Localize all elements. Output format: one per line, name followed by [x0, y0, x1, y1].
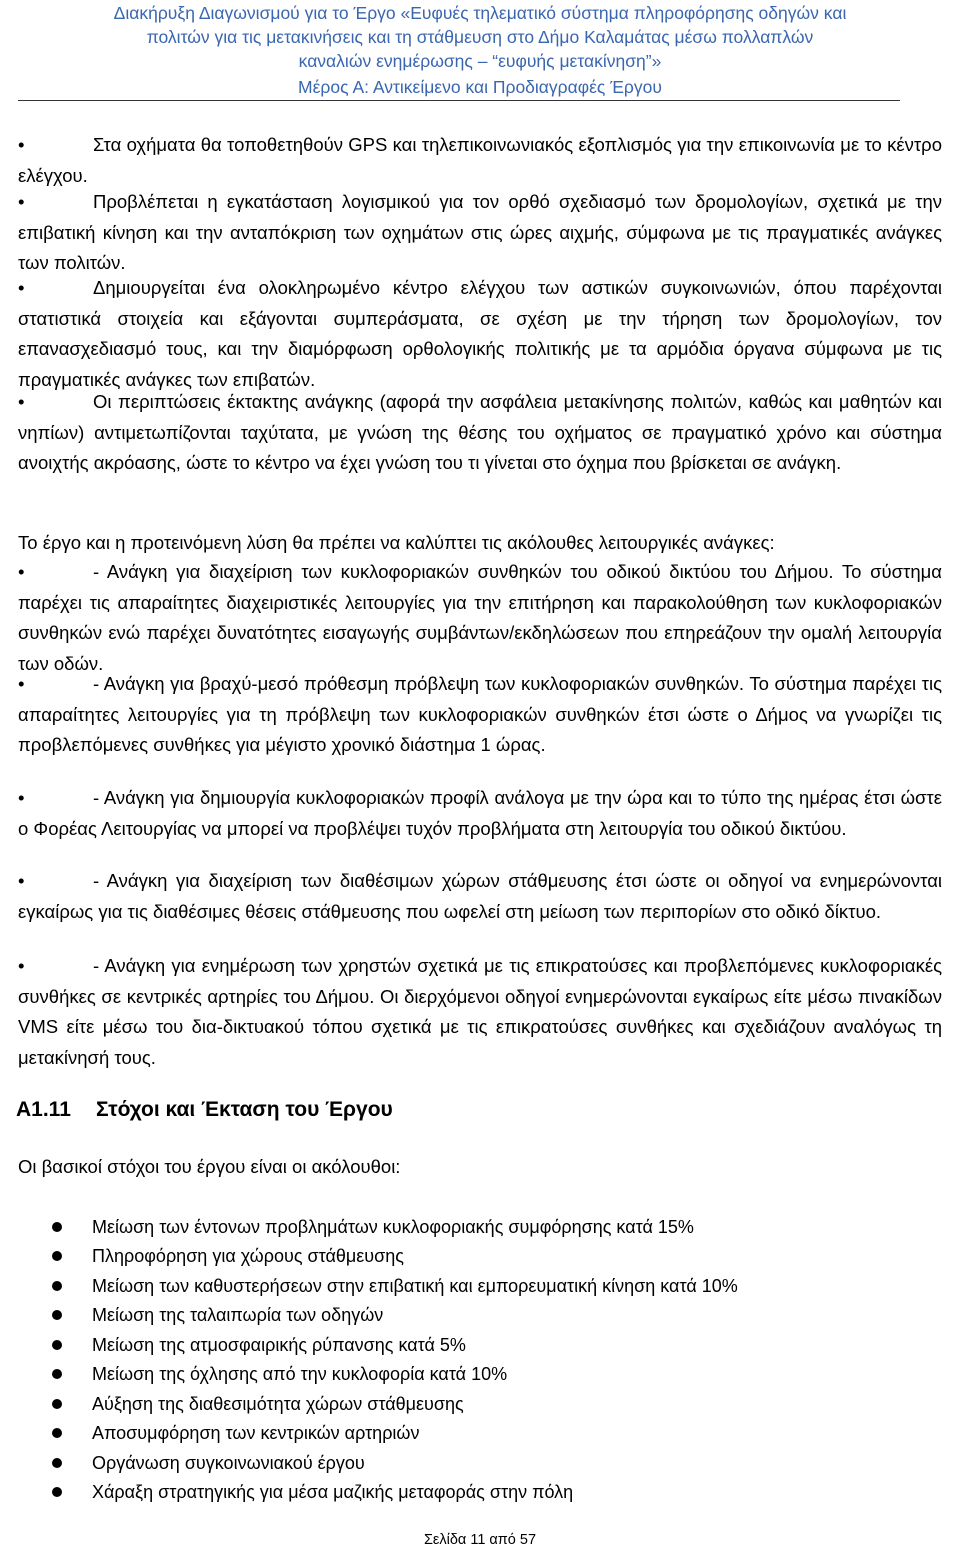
bullet-dot [52, 1369, 62, 1379]
page-number: Σελίδα 11 από 57 [423, 1532, 537, 1548]
bullet-mark: • [18, 673, 25, 694]
bullet-dot [52, 1487, 62, 1497]
bullet-dot [52, 1251, 62, 1261]
header-subtitle: Μέρος Α: Αντικείμενο και Προδιαγραφές Έργου [298, 77, 662, 97]
goal-text: Πληροφόρηση για χώρους στάθμευσης [92, 1246, 404, 1266]
bullet-dot [52, 1222, 62, 1232]
bullet-text: - Ανάγκη για διαχείριση των κυκλοφοριακών συνθηκών του οδικού δικτύου του Δήμου. Το σύστημα παρέχει τις απαραίτητες διαχειριστικές λειτουργίες για την επιτήρηση και παρακολούθηση των κυκλοφοριακών συνθηκών ενώ παρέχει δυνατότητες εισαγωγής συμβάντων/εκδηλώσεων που επηρεάζουν την ομαλή λειτουργία των οδών. [18, 561, 942, 675]
goal-text: Μείωση των καθυστερήσεων στην επιβατική και εμπορευματική κίνηση κατά 10% [92, 1276, 738, 1296]
goal-text: Αύξηση της διαθεσιμότητα χώρων στάθμευσης [92, 1394, 464, 1414]
header-divider [18, 100, 900, 101]
bullet-text: - Ανάγκη για δημιουργία κυκλοφοριακών προφίλ ανάλογα με την ώρα και το τύπο της ημέρας έτσι ώστε ο Φορέας Λειτουργίας να μπορεί να προβλέψει τυχόν προβλήματα στη λειτουργία του οδικού δικτύου. [18, 787, 942, 839]
need-paragraph [18, 866, 942, 927]
bullet-dot [52, 1458, 62, 1468]
goal-text: Μείωση της ταλαιπωρία των οδηγών [92, 1305, 384, 1325]
goal-text: Αποσυμφόρηση των κεντρικών αρτηριών [92, 1423, 420, 1443]
bullet-paragraph [18, 187, 942, 279]
need-paragraph [18, 951, 942, 1074]
bullet-text: - Ανάγκη για ενημέρωση των χρηστών σχετικά με τις επικρατούσες και προβλεπόμενες κυκλοφοριακές συνθήκες σε κεντρικές αρτηρίες του Δήμου. Οι διερχόμενοι οδηγοί ενημερώνονται εγκαίρως είτε μέσω πινακίδων VMS είτε μέσω του δια-δικτυακού τόπου σχετικά με τις επικρατούσες συνθήκες και σχεδιάζουν αναλόγως τη μετακίνησή τους. [18, 955, 942, 1069]
bullet-text: Οι περιπτώσεις έκτακτης ανάγκης (αφορά την ασφάλεια μετακίνησης πολιτών, καθώς και μαθητών και νηπίων) αντιμετωπίζονται ταχύτατα, με γνώση της θέσης του οχήματος σε πραγματικό χρόνο και σύστημα ανοιχτής ακρόασης, ώστε το κέντρο να έχει γνώση του τι γίνεται στο όχημα που βρίσκεται σε ανάγκη. [18, 391, 942, 474]
goal-text: Οργάνωση συγκοινωνιακού έργου [92, 1453, 365, 1473]
bullet-mark: • [18, 870, 25, 891]
bullet-paragraph [18, 387, 942, 479]
bullet-mark: • [18, 277, 25, 298]
section-heading [16, 1095, 393, 1125]
bullet-dot [52, 1399, 62, 1409]
bullet-mark: • [18, 787, 25, 808]
bullet-paragraph [18, 273, 942, 396]
bullet-text: Δημιουργείται ένα ολοκληρωμένο κέντρο ελέγχου των αστικών συγκοινωνιών, όπου παρέχονται στατιστικά στοιχεία και εξάγονται συμπεράσματα, σε σχέση με την τήρηση των δρομολογίων, τον επανασχεδιασμό τους, και την διαμόρφωση ορθολογικής πολιτικής με τα αρμόδια όργανα σύμφωνα με τις πραγματικές ανάγκες των επιβατών. [18, 277, 942, 391]
document-header [0, 0, 960, 101]
bullet-text: - Ανάγκη για βραχύ-μεσό πρόθεσμη πρόβλεψη των κυκλοφοριακών συνθηκών. Το σύστημα παρέχει τις απαραίτητες λειτουργίες για τη πρόβλεψη των κυκλοφοριακών συνθηκών έτσι ώστε ο Δήμος να γνωρίζει τις προβλεπόμενες συνθήκες για μέγιστο χρονικό διάστημα 1 ώρας. [18, 673, 942, 756]
goal-text: Μείωση των έντονων προβλημάτων κυκλοφοριακής συμφόρησης κατά 15% [92, 1217, 694, 1237]
bullet-paragraph [18, 130, 942, 191]
bullet-text: Στα οχήματα θα τοποθετηθούν GPS και τηλεπικοινωνιακός εξοπλισμός για την επικοινωνία με το κέντρο ελέγχου. [18, 134, 942, 186]
header-title-line-2: πολιτών για τις μετακινήσεις και τη στάθμευση στο Δήμο Καλαμάτας μέσω πολλαπλών [146, 27, 814, 47]
goal-text: Μείωση της ατμοσφαιρικής ρύπανσης κατά 5% [92, 1335, 466, 1355]
bullet-dot [52, 1281, 62, 1291]
bullet-dot [52, 1310, 62, 1320]
section-number: Α1.11 [16, 1098, 71, 1121]
bullet-text: - Ανάγκη για διαχείριση των διαθέσιμων χώρων στάθμευσης έτσι ώστε οι οδηγοί να ενημερώνονται εγκαίρως για τις διαθέσιμες θέσεις στάθμευσης που ωφελεί στη μείωση των περιπορίων στο οδικό δίκτυο. [18, 870, 942, 922]
bullet-mark: • [18, 134, 25, 155]
goal-text: Χάραξη στρατηγικής για μέσα μαζικής μεταφοράς στην πόλη [92, 1482, 574, 1502]
needs-intro: Το έργο και η προτεινόμενη λύση θα πρέπει να καλύπτει τις ακόλουθες λειτουργικές ανάγκες: [18, 532, 775, 553]
bullet-text: Προβλέπεται η εγκατάσταση λογισμικού για τον ορθό σχεδιασμό των δρομολογίων, σχετικά με την επιβατική κίνηση και την ανταπόκριση των οχημάτων στις ώρες αιχμής, σύμφωνα με τις πραγματικές ανάγκες των πολιτών. [18, 191, 942, 274]
section-title: Στόχοι και Έκταση του Έργου [96, 1098, 393, 1121]
goals-intro: Οι βασικοί στόχοι του έργου είναι οι ακόλουθοι: [18, 1156, 401, 1177]
bullet-dot [52, 1428, 62, 1438]
bullet-dot [52, 1340, 62, 1350]
need-paragraph [18, 669, 942, 761]
need-paragraph [18, 557, 942, 680]
bullet-mark: • [18, 955, 25, 976]
header-title-line-3: καναλιών ενημέρωσης – “ευφυής μετακίνηση”» [298, 51, 662, 71]
header-title-line-1: Διακήρυξη Διαγωνισμού για το Έργο «Ευφυές τηλεματικό σύστημα πληροφόρησης οδηγών και [113, 3, 847, 23]
goal-text: Μείωση της όχλησης από την κυκλοφορία κατά 10% [92, 1364, 508, 1384]
bullet-mark: • [18, 391, 25, 412]
bullet-mark: • [18, 561, 25, 582]
need-paragraph [18, 783, 942, 844]
bullet-mark: • [18, 191, 25, 212]
